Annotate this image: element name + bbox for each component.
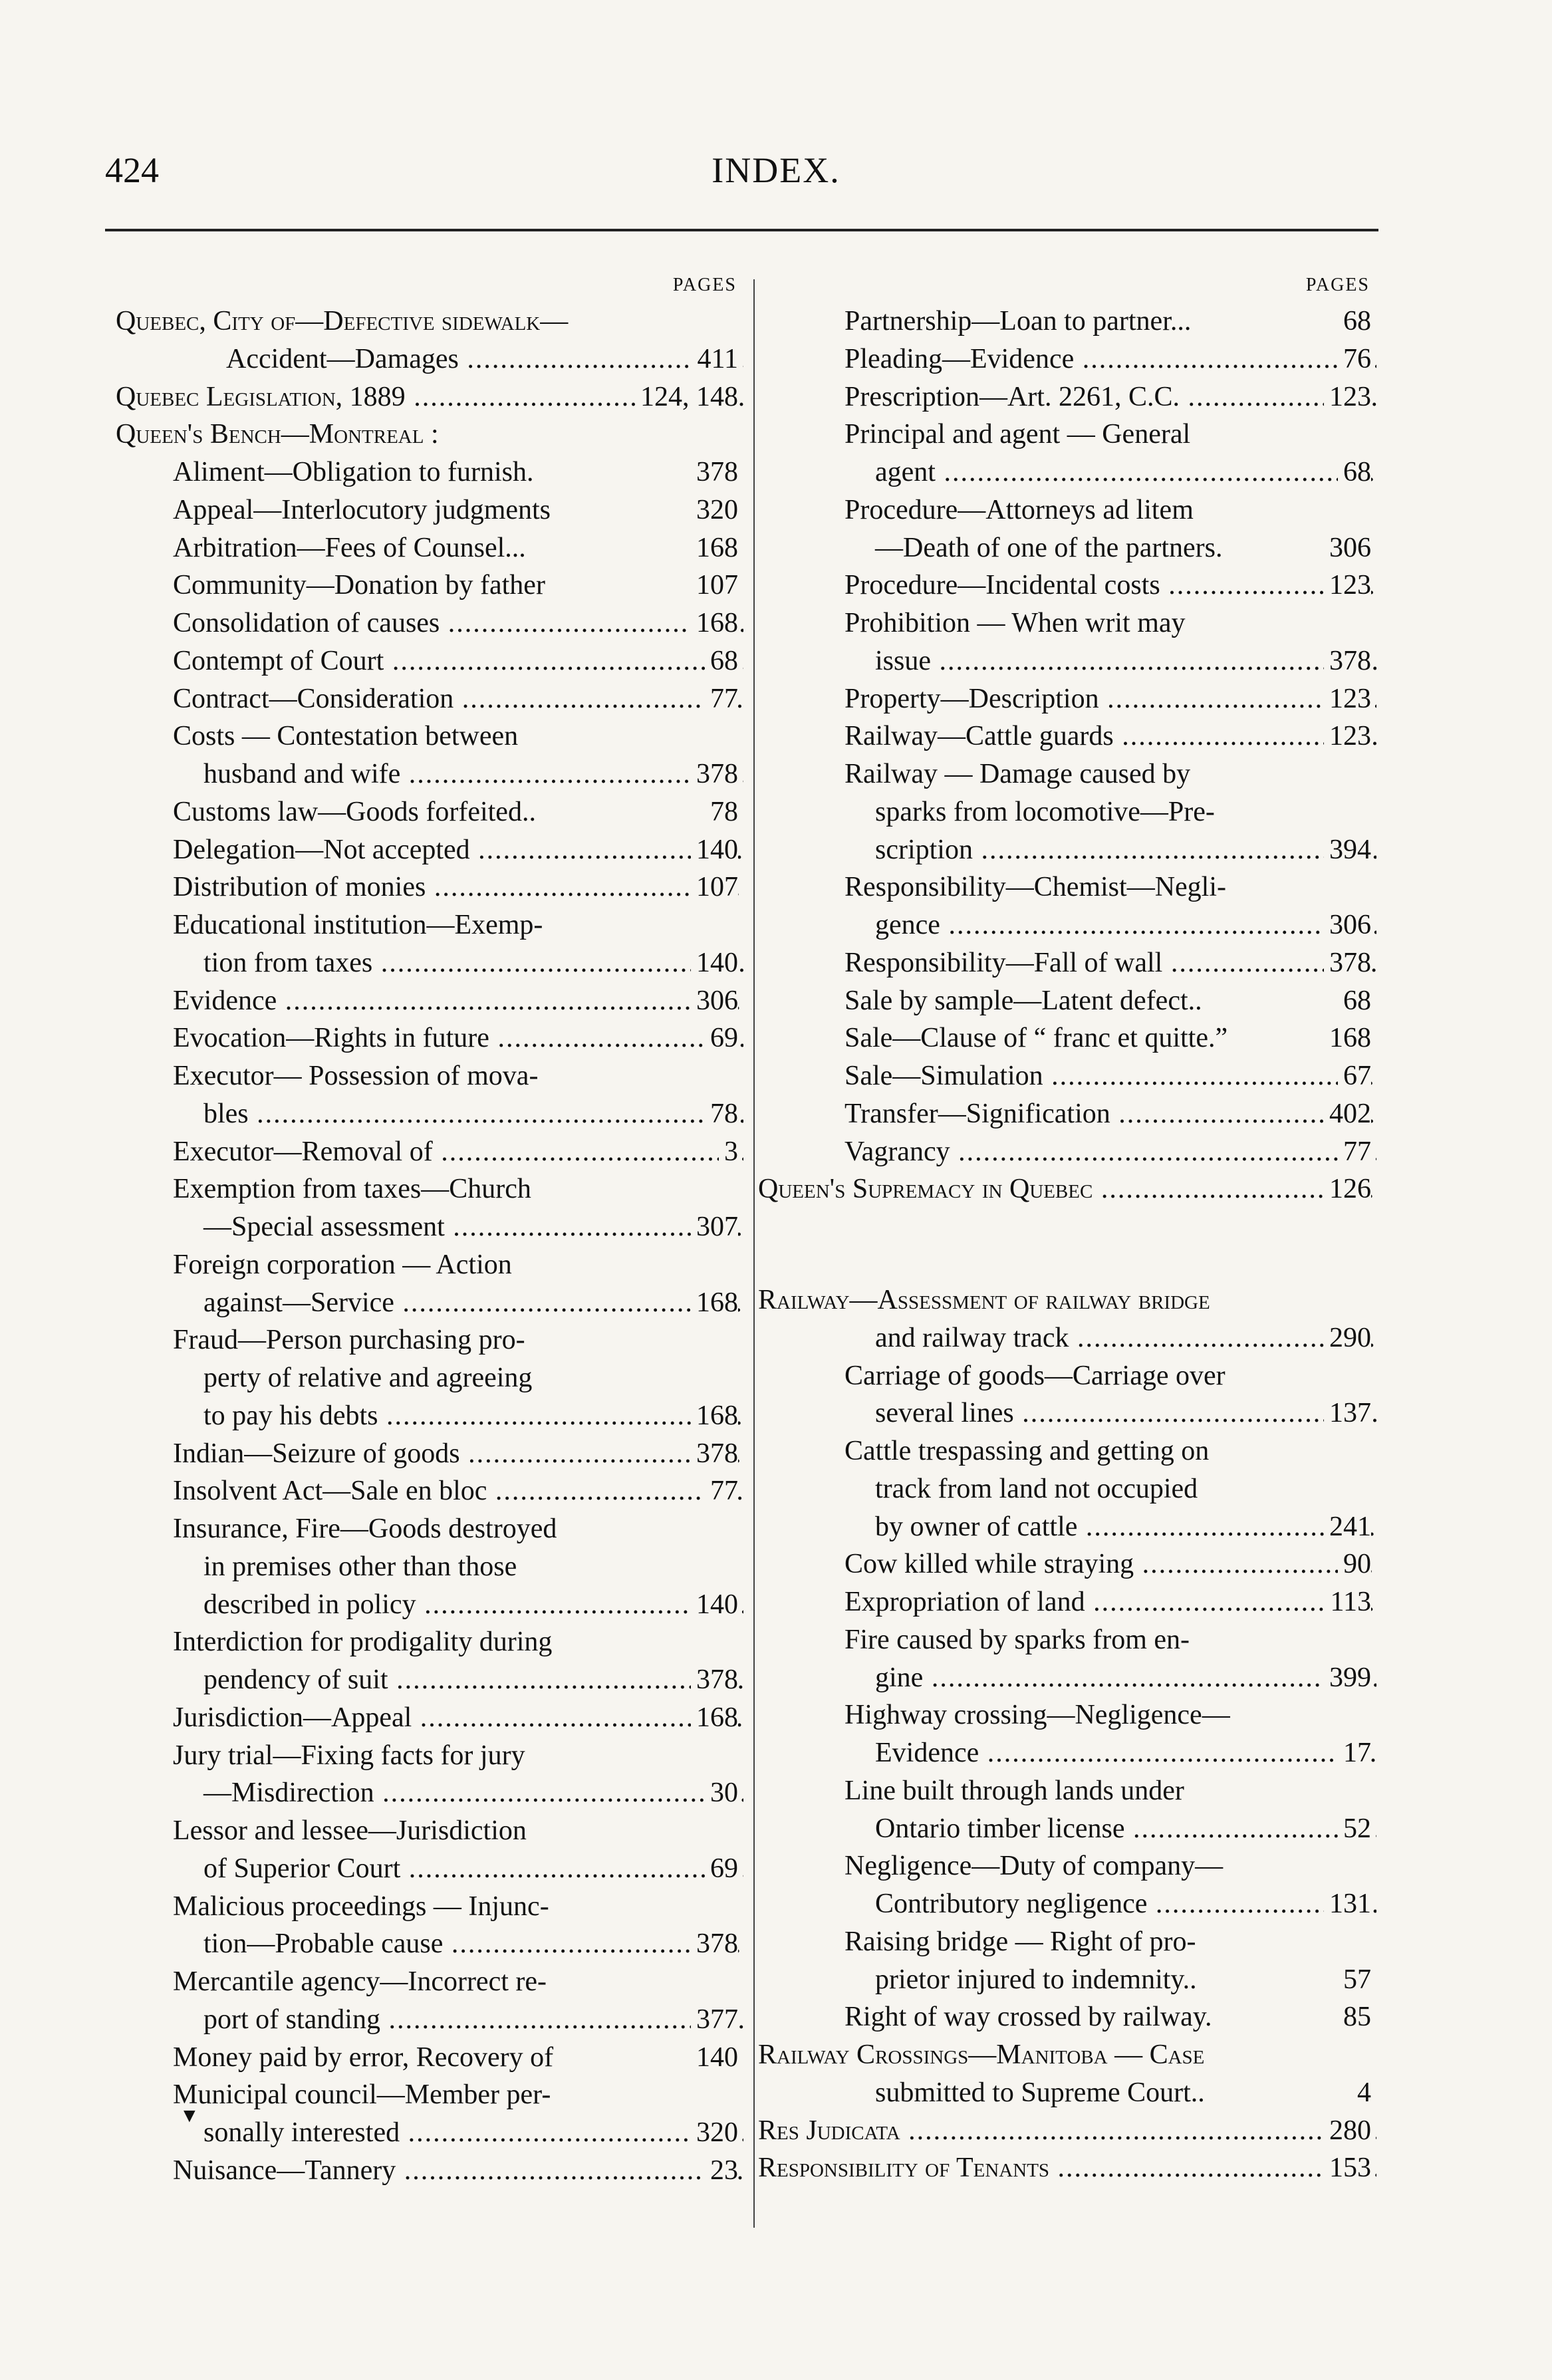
index-entry (758, 793, 1376, 831)
margin-mark-icon: ▼ (180, 2105, 199, 2127)
index-entry-text: Line built through lands under (844, 1775, 1184, 1806)
index-entry (758, 491, 1376, 529)
index-entry-text: gence ..... (875, 906, 1376, 944)
index-entry (166, 1510, 743, 1548)
index-entry-text: Delegation—Not accepted ..... (173, 831, 743, 869)
index-entry (166, 1208, 743, 1246)
index-entry-text: Malicious proceedings — Injunc- (173, 1891, 549, 1922)
index-entry-page: 378 (691, 1435, 738, 1473)
index-entry-text: husband and wife ..... (203, 755, 743, 793)
index-entry-page: 52 (1338, 1810, 1371, 1848)
index-entry-text: Mercantile agency—Incorrect re- (173, 1966, 547, 1997)
index-entry (166, 2076, 743, 2114)
index-entry (758, 2149, 1376, 2187)
index-entry (758, 642, 1376, 680)
index-entry-text: Quebec Legislation, 1889 ..... (116, 378, 743, 416)
index-entry (166, 1472, 743, 1510)
index-entry-text: Sale—Simulation ..... (844, 1057, 1376, 1095)
index-entry (758, 1394, 1376, 1432)
index-entry (758, 718, 1376, 755)
index-entry-text: prietor injured to indemnity.. (875, 1964, 1197, 1995)
index-entry-page: 140 (691, 2039, 738, 2077)
index-entry-text: perty of relative and agreeing (203, 1363, 533, 1393)
index-entry-text: Ontario timber license ..... (875, 1810, 1376, 1848)
index-entry (166, 1925, 743, 1963)
index-entry (166, 340, 743, 378)
index-entry-text: —Misdirection ..... (203, 1774, 743, 1812)
index-entry-text: Negligence—Duty of company— (844, 1851, 1224, 1882)
index-entry-text: agent ..... (875, 454, 1376, 491)
index-entry-page: 3 (719, 1133, 738, 1171)
index-entry (166, 1133, 743, 1171)
index-entry-text: Procedure—Incidental costs ..... (844, 567, 1376, 604)
index-entry (166, 491, 743, 529)
index-entry-text: submitted to Supreme Court.. (875, 2077, 1205, 2108)
index-entry-text: Contempt of Court ..... (173, 642, 743, 680)
index-entry-page: 280 (1324, 2112, 1371, 2150)
index-entry-text: Costs — Contestation between (173, 721, 519, 752)
index-entry-text: Accident—Damages ..... (226, 340, 743, 378)
index-entry (758, 1772, 1376, 1810)
index-entry-page: 241 (1324, 1508, 1371, 1546)
index-entry (166, 1548, 743, 1586)
index-entry (166, 1661, 743, 1699)
index-entry (166, 1850, 743, 1888)
index-entry (166, 2114, 743, 2152)
index-entry (758, 2074, 1376, 2112)
index-entry-text: to pay his debts ..... (203, 1397, 743, 1435)
index-entry (116, 378, 743, 416)
index-entry-page: 90 (1338, 1545, 1371, 1583)
index-entry-text: —Special assessment ..... (203, 1208, 743, 1246)
index-entry-text: Foreign corporation — Action (173, 1249, 512, 1280)
index-entry (166, 718, 743, 755)
index-entry-text: Partnership—Loan to partner... (844, 306, 1192, 336)
index-entry (166, 793, 743, 831)
index-entry-page: 168 (691, 1397, 738, 1435)
index-entry (166, 1699, 743, 1737)
index-entry (758, 1583, 1376, 1621)
index-entry (166, 982, 743, 1020)
index-entry-text: Jury trial—Fixing facts for jury (173, 1740, 525, 1771)
index-entry-text: scription ..... (875, 831, 1376, 869)
index-entry-page: 394 (1324, 831, 1371, 869)
index-entry (758, 416, 1376, 454)
index-entry (758, 1357, 1376, 1395)
index-entry-text: sparks from locomotive—Pre- (875, 796, 1215, 827)
index-entry-text: against—Service ..... (203, 1284, 743, 1322)
index-entry-page: 77 (705, 1472, 738, 1510)
index-entry (758, 1810, 1376, 1848)
index-entry-text: Railway Crossings—Manitoba — Case (758, 2040, 1205, 2070)
index-entry-text: Carriage of goods—Carriage over (844, 1360, 1226, 1391)
index-entry (758, 1019, 1376, 1057)
index-entry-page: 123 (1324, 567, 1371, 604)
index-entry-text: —Death of one of the partners. (875, 532, 1223, 563)
index-list-left (116, 303, 743, 2190)
index-entry (758, 1696, 1376, 1734)
index-entry-text: Aliment—Obligation to furnish. (173, 457, 534, 487)
index-entry-page: 69 (705, 1019, 738, 1057)
index-entry-page: 78 (705, 793, 738, 831)
index-entry-text: Principal and agent — General (844, 419, 1191, 450)
index-entry-page: 320 (691, 491, 738, 529)
index-entry-page: 320 (691, 2114, 738, 2152)
index-entry-text: Right of way crossed by railway. (844, 2002, 1212, 2033)
index-entry-page: 77 (1338, 1133, 1371, 1171)
index-entry (166, 642, 743, 680)
index-column-left (116, 269, 743, 2190)
index-entry-text: Executor— Possession of mova- (173, 1061, 539, 1091)
index-entry-text: Railway—Cattle guards ..... (844, 718, 1376, 755)
index-entry-page: 307 (691, 1208, 738, 1246)
index-entry-text: Responsibility—Fall of wall ..... (844, 944, 1376, 982)
index-entry (166, 1170, 743, 1208)
index-entry (758, 1170, 1376, 1208)
index-entry-text: by owner of cattle ..... (875, 1508, 1376, 1546)
index-entry-page: 378 (691, 454, 738, 491)
index-entry-page: 168 (691, 1284, 738, 1322)
index-entry-text: Res Judicata ..... (758, 2112, 1376, 2150)
index-entry-text: track from land not occupied (875, 1473, 1198, 1504)
index-entry (758, 1057, 1376, 1095)
index-entry-text: Arbitration—Fees of Counsel... (173, 532, 526, 563)
index-entry-text: pendency of suit ..... (203, 1661, 743, 1699)
index-entry-text: Property—Description ..... (844, 680, 1376, 718)
index-entry-page: 123 (1324, 718, 1371, 755)
index-list-right (758, 303, 1376, 2187)
index-entry-text: Insurance, Fire—Goods destroyed (173, 1514, 557, 1544)
index-entry-page: 68 (1338, 982, 1371, 1020)
index-entry (166, 529, 743, 567)
index-entry-page: 123 (1324, 680, 1371, 718)
index-entry (758, 454, 1376, 491)
index-entry-text: tion from taxes ..... (203, 944, 743, 982)
index-entry-text: sonally interested ..... (203, 2114, 743, 2152)
index-entry-page: 68 (1338, 303, 1371, 340)
index-entry-page: 399 (1324, 1659, 1371, 1697)
index-entry (166, 1435, 743, 1473)
index-entry-text: Interdiction for prodigality during (173, 1627, 553, 1658)
index-entry (758, 1734, 1376, 1772)
index-entry (758, 1998, 1376, 2036)
index-entry-page: 168 (691, 604, 738, 642)
index-entry-page: 67 (1338, 1057, 1371, 1095)
index-entry-text: bles ..... (203, 1095, 743, 1133)
index-entry-page: 85 (1338, 1998, 1371, 2036)
index-entry (166, 454, 743, 491)
index-entry-text: Appeal—Interlocutory judgments (173, 494, 551, 525)
index-entry-page: 107 (691, 868, 738, 906)
index-entry (758, 1659, 1376, 1697)
index-entry (758, 944, 1376, 982)
index-entry-text: Contributory negligence ..... (875, 1885, 1376, 1923)
index-entry (758, 982, 1376, 1020)
index-entry-text: described in policy ..... (203, 1586, 743, 1624)
index-entry (758, 2112, 1376, 2150)
index-entry (758, 1508, 1376, 1546)
index-entry-text: Transfer—Signification ..... (844, 1095, 1376, 1133)
index-entry (166, 1095, 743, 1133)
index-entry-text: Lessor and lessee—Jurisdiction (173, 1815, 527, 1846)
index-entry (166, 1397, 743, 1435)
index-entry (166, 680, 743, 718)
index-entry (166, 1963, 743, 2001)
index-entry (758, 340, 1376, 378)
index-entry (116, 416, 743, 454)
index-entry-text: Highway crossing—Negligence— (844, 1700, 1230, 1731)
index-entry (166, 1284, 743, 1322)
index-entry-page: 378 (691, 1925, 738, 1963)
index-entry-page: 378 (691, 1661, 738, 1699)
index-entry-page: 140 (691, 831, 738, 869)
page-title: INDEX. (711, 150, 841, 190)
index-entry-page: 168 (691, 1699, 738, 1737)
index-entry-page: 140 (691, 1586, 738, 1624)
index-entry-page: 168 (1324, 1019, 1371, 1057)
index-entry-text: Community—Donation by father (173, 570, 545, 601)
index-entry (758, 831, 1376, 869)
index-entry-page: 4 (1352, 2074, 1371, 2112)
index-entry-text: tion—Probable cause ..... (203, 1925, 743, 1963)
index-entry (166, 1057, 743, 1095)
index-entry-page: 23 (705, 2152, 738, 2190)
index-entry-text: Customs law—Goods forfeited.. (173, 796, 536, 827)
index-entry (166, 567, 743, 604)
index-entry (758, 1923, 1376, 1961)
index-entry (758, 303, 1376, 340)
index-entry-text: several lines ..... (875, 1394, 1376, 1432)
index-entry-page: 306 (1324, 906, 1371, 944)
index-entry-text: issue ..... (875, 642, 1376, 680)
index-entry-text: Exemption from taxes—Church (173, 1174, 531, 1205)
index-entry-page: 378 (1324, 642, 1371, 680)
index-entry-page: 68 (1338, 454, 1371, 491)
index-entry-text: Expropriation of land ..... (844, 1583, 1376, 1621)
index-entry-page: 124, 148 (635, 378, 738, 416)
index-entry-text: of Superior Court ..... (203, 1850, 743, 1888)
page-header (0, 150, 1552, 203)
index-entry-page: 378 (691, 755, 738, 793)
index-entry (758, 1133, 1376, 1171)
index-entry (166, 2152, 743, 2190)
index-entry (758, 1621, 1376, 1659)
index-entry-text: Vagrancy ..... (844, 1133, 1376, 1171)
index-entry-text: port of standing ..... (203, 2001, 743, 2039)
index-entry-text: Money paid by error, Recovery of (173, 2042, 554, 2073)
index-entry (166, 755, 743, 793)
index-entry-text: Jurisdiction—Appeal ..... (173, 1699, 743, 1737)
index-entry-text: Railway—Assessment of railway bridge (758, 1285, 1210, 1315)
index-entry (758, 755, 1376, 793)
index-entry (166, 868, 743, 906)
index-entry-text: Evidence ..... (173, 982, 743, 1020)
index-entry (166, 1019, 743, 1057)
index-entry-text: Prescription—Art. 2261, C.C. ..... (844, 378, 1376, 416)
index-entry-text: Cattle trespassing and getting on (844, 1436, 1210, 1466)
index-entry-text: Evidence ..... (875, 1734, 1376, 1772)
index-entry-text: Prohibition — When writ may (844, 608, 1186, 638)
index-entry-text: Sale by sample—Latent defect.. (844, 985, 1202, 1016)
index-entry (758, 529, 1376, 567)
index-entry (758, 378, 1376, 416)
index-entry (758, 868, 1376, 906)
index-entry (758, 1885, 1376, 1923)
index-entry-text: Executor—Removal of ..... (173, 1133, 743, 1171)
index-entry-text: Contract—Consideration ..... (173, 680, 743, 718)
index-entry-text: Responsibility of Tenants ..... (758, 2149, 1376, 2187)
index-entry (758, 2036, 1376, 2074)
index-entry-page: 137 (1324, 1394, 1371, 1432)
index-entry (166, 2039, 743, 2077)
column-divider (753, 279, 755, 2228)
index-entry-text: gine ..... (875, 1659, 1376, 1697)
index-entry-page: 306 (691, 982, 738, 1020)
index-entry-page: 30 (705, 1774, 738, 1812)
index-entry (166, 1586, 743, 1624)
index-entry-text: Nuisance—Tannery ..... (173, 2152, 743, 2190)
index-entry (166, 1246, 743, 1284)
index-entry-text: Consolidation of causes ..... (173, 604, 743, 642)
index-entry (166, 1812, 743, 1850)
index-entry (758, 1281, 1376, 1319)
index-entry (758, 1961, 1376, 1999)
index-entry-page: 131 (1324, 1885, 1371, 1923)
index-entry (166, 1321, 743, 1359)
index-entry-text: Sale—Clause of “ franc et quitte.” (844, 1023, 1228, 1054)
index-entry-text: Insolvent Act—Sale en bloc ..... (173, 1472, 743, 1510)
index-entry-page: 290 (1324, 1319, 1371, 1357)
index-entry-page: 377 (691, 2001, 738, 2039)
header-rule (105, 229, 1378, 231)
index-entry (166, 1737, 743, 1775)
index-entry (166, 1359, 743, 1397)
index-entry-page: 68 (705, 642, 738, 680)
index-entry-text: and railway track ..... (875, 1319, 1376, 1357)
index-entry-text: Fraud—Person purchasing pro- (173, 1325, 525, 1356)
index-entry-text: Railway — Damage caused by (844, 759, 1191, 789)
index-entry-text: Educational institution—Exemp- (173, 910, 543, 940)
index-entry-page: 153 (1324, 2149, 1371, 2187)
index-entry-text: Quebec, City of—Defective sidewalk— (116, 306, 569, 336)
index-entry-page: 57 (1338, 1961, 1371, 1999)
index-entry-text: Responsibility—Chemist—Negli- (844, 872, 1226, 903)
index-entry-page: 140 (691, 944, 738, 982)
index-entry (758, 906, 1376, 944)
index-entry (166, 831, 743, 869)
index-entry-text: Distribution of monies ..... (173, 868, 743, 906)
index-entry (166, 2001, 743, 2039)
pages-column-label: PAGES (672, 275, 737, 295)
index-entry (758, 567, 1376, 604)
index-entry (166, 1623, 743, 1661)
index-entry-text: Pleading—Evidence ..... (844, 340, 1376, 378)
section-gap (758, 1208, 1376, 1281)
index-entry (166, 604, 743, 642)
index-entry-page: 168 (691, 529, 738, 567)
index-entry (758, 1319, 1376, 1357)
index-entry-page: 107 (691, 567, 738, 604)
index-entry-page: 306 (1324, 529, 1371, 567)
index-entry-page: 17 (1338, 1734, 1371, 1772)
index-entry-text: Procedure—Attorneys ad litem (844, 494, 1194, 525)
index-entry (166, 944, 743, 982)
index-entry-page: 126 (1324, 1170, 1371, 1208)
index-entry-page: 378 (1324, 944, 1371, 982)
index-entry-text: Queen's Supremacy in Quebec ..... (758, 1170, 1376, 1208)
index-entry-page: 113 (1325, 1583, 1371, 1621)
index-entry (758, 1545, 1376, 1583)
index-entry-text: Cow killed while straying ..... (844, 1545, 1376, 1583)
index-entry-text: Fire caused by sparks from en- (844, 1624, 1190, 1655)
index-entry-page: 69 (705, 1850, 738, 1888)
index-entry (758, 1095, 1376, 1133)
index-entry (758, 1470, 1376, 1508)
index-entry (758, 680, 1376, 718)
index-entry-page: 411 (692, 340, 738, 378)
index-entry (166, 1888, 743, 1926)
pages-column-label: PAGES (1305, 275, 1370, 295)
page-number: 424 (105, 150, 159, 190)
index-entry-page: 123 (1324, 378, 1371, 416)
index-entry (758, 1432, 1376, 1470)
index-entry-page: 402 (1324, 1095, 1371, 1133)
index-entry (166, 1774, 743, 1812)
index-entry-page: 76 (1338, 340, 1371, 378)
index-entry (758, 604, 1376, 642)
index-entry-page: 78 (705, 1095, 738, 1133)
index-column-right (758, 269, 1376, 2187)
index-entry (116, 303, 743, 340)
index-entry-text: Queen's Bench—Montreal : (116, 419, 439, 450)
index-entry-text: Indian—Seizure of goods ..... (173, 1435, 743, 1473)
index-entry-text: Evocation—Rights in future ..... (173, 1019, 743, 1057)
index-entry-text: Municipal council—Member per- (173, 2079, 551, 2111)
index-entry (166, 906, 743, 944)
index-entry-page: 77 (705, 680, 738, 718)
index-entry (758, 1847, 1376, 1885)
index-entry-text: in premises other than those (203, 1551, 517, 1582)
index-entry-text: Raising bridge — Right of pro- (844, 1926, 1196, 1957)
